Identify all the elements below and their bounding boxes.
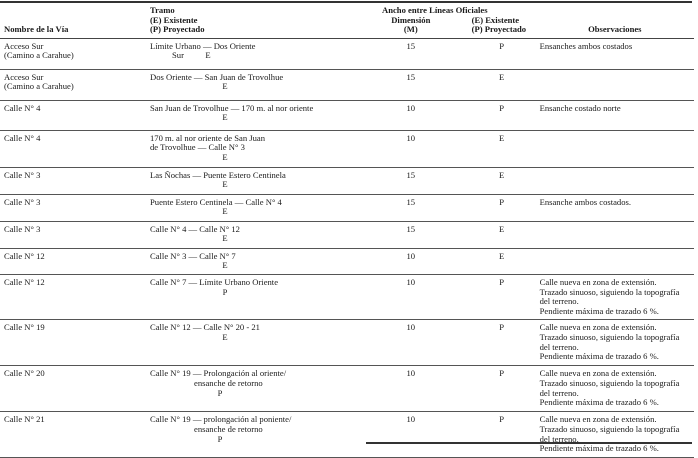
table-row [0,274,694,319]
tramo-line: San Juan de Trovolhue — 170 m. al nor oriente [150,102,314,113]
nombre-line: Acceso Sur [4,71,44,82]
header-estado-e: (E) Existente [471,14,520,25]
cell-estado: E [468,221,536,248]
table-row [0,320,694,366]
cell-tramo [146,412,354,458]
observacion-line: Ensanche costado norte [539,102,621,113]
tramo-line: Las Ñochas — Puente Estero Centinela [150,169,286,180]
nombre-line: Calle N° 20 [4,368,45,379]
cell-estado: E [468,248,536,274]
cell-nombre [0,320,146,366]
tramo-code: P [217,433,223,444]
observacion-line: Pendiente máxima de trazado 6 %. [539,305,659,316]
tramo-code: E [222,260,228,271]
cell-observaciones [536,221,694,248]
tramo-line: Calle N° 7 — Límite Urbano Oriente [150,276,279,287]
observacion-line: Calle nueva en zona de extensión. [539,414,657,425]
nombre-line: (Camino a Carahue) [4,81,74,92]
cell-nombre [0,194,146,221]
header-dim-unit: (M) [403,24,418,35]
cell-estado: P [468,274,536,319]
tramo-line: ensanche de retorno [194,423,263,434]
cell-observaciones [536,274,694,319]
cell-tramo [146,100,354,130]
observacion-line: Trazado sinuoso, siguiendo la topografía del terreno. [539,331,680,352]
tramo-code: E [222,206,228,217]
nombre-line: Calle N° 3 [4,223,41,234]
table-row [0,412,694,458]
observacion-line: Ensanches ambos costados [539,40,633,51]
nombre-line: Calle N° 3 [4,169,41,180]
tramo-code: Sur E [172,50,211,61]
cell-estado: P [468,38,536,69]
cell-estado: P [468,366,536,412]
cell-dimension: 15 [354,221,468,248]
tramo-code: P [222,286,228,297]
cell-observaciones [536,69,694,100]
header-nombre: Nombre de la Vía [0,4,146,38]
nombre-line: Calle N° 12 [4,276,45,287]
tramo-code: E [222,179,228,190]
cell-observaciones [536,194,694,221]
table-row [0,38,694,69]
nombre-line: Calle N° 12 [4,250,45,261]
cell-dimension: 10 [354,366,468,412]
vias-table [0,4,694,458]
cell-dimension: 10 [354,130,468,167]
observacion-line: Pendiente máxima de trazado 6 %. [539,397,659,408]
table-row [0,366,694,412]
table-row [0,69,694,100]
cell-nombre [0,167,146,194]
header-tramo-title: Tramo [150,5,175,15]
cell-estado: P [468,100,536,130]
observacion-line: Trazado sinuoso, siguiendo la topografía del terreno. [539,286,680,307]
tramo-code: E [222,81,228,92]
cell-nombre [0,366,146,412]
tramo-line: Calle N° 19 — prolongación al poniente/ [150,414,292,425]
cell-nombre [0,69,146,100]
nombre-line: Calle N° 4 [4,132,41,143]
table-row [0,194,694,221]
tramo-line: Calle N° 12 — Calle N° 20 - 21 [150,322,260,333]
bottom-rule [366,442,692,444]
cell-nombre [0,130,146,167]
observacion-line: Calle nueva en zona de extensión. [539,368,657,379]
observacion-line: Pendiente máxima de trazado 6 %. [539,351,659,362]
tramo-code: E [222,331,228,342]
header-tramo-p: (P) Proyectado [150,24,205,35]
header-observaciones: Observaciones [536,4,694,38]
cell-estado: E [468,69,536,100]
tramo-line: Dos Oriente — San Juan de Trovolhue [150,71,284,82]
cell-observaciones [536,38,694,69]
header-tramo-e: (E) Existente [150,14,198,25]
cell-dimension: 10 [354,320,468,366]
cell-nombre [0,221,146,248]
cell-nombre [0,412,146,458]
cell-estado: P [468,320,536,366]
cell-tramo [146,366,354,412]
cell-nombre [0,274,146,319]
tramo-code: P [217,387,223,398]
tramo-line: Límite Urbano — Dos Oriente [150,40,256,51]
tramo-line: ensanche de retorno [194,377,263,388]
header-ancho-group: Ancho entre Líneas Oficiales [382,5,488,15]
cell-observaciones [536,412,694,458]
cell-tramo [146,274,354,319]
table-row [0,100,694,130]
observacion-line: Calle nueva en zona de extensión. [539,276,657,287]
tramo-line: 170 m. al nor oriente de San Juan [150,132,266,143]
cell-tramo [146,320,354,366]
top-rule [0,1,692,3]
header-dim-label: Dimensión [391,14,431,25]
cell-nombre [0,38,146,69]
cell-dimension: 15 [354,69,468,100]
header-tramo [146,4,354,38]
cell-dimension: 10 [354,274,468,319]
tramo-line: Puente Estero Centinela — Calle N° 4 [150,196,282,207]
cell-estado: E [468,130,536,167]
observacion-line: Trazado sinuoso, siguiendo la topografía del terreno. [539,423,680,444]
cell-estado: P [468,412,536,458]
cell-tramo [146,221,354,248]
nombre-line: Calle N° 19 [4,322,45,333]
cell-nombre [0,100,146,130]
cell-dimension: 15 [354,38,468,69]
cell-tramo [146,194,354,221]
cell-observaciones [536,130,694,167]
table-row [0,248,694,274]
nombre-line: Calle N° 3 [4,196,41,207]
table-row [0,221,694,248]
cell-estado: E [468,167,536,194]
cell-observaciones [536,320,694,366]
tramo-code: E [222,112,228,123]
cell-tramo [146,248,354,274]
tramo-line: Calle N° 3 — Calle N° 7 [150,250,236,261]
tramo-code: E [222,151,228,162]
tramo-line: de Trovolhue — Calle N° 3 [150,142,245,153]
header-row [0,4,694,38]
cell-dimension: 15 [354,194,468,221]
table-row [0,130,694,167]
cell-tramo [146,69,354,100]
tramo-line: Calle N° 4 — Calle N° 12 [150,223,240,234]
header-estado-p: (P) Proyectado [471,24,527,35]
observacion-line: Calle nueva en zona de extensión. [539,322,657,333]
nombre-line: (Camino a Carahue) [4,50,74,61]
nombre-line: Calle N° 21 [4,414,45,425]
cell-tramo [146,38,354,69]
cell-estado: P [468,194,536,221]
cell-dimension: 10 [354,248,468,274]
cell-observaciones [536,248,694,274]
cell-tramo [146,167,354,194]
cell-dimension: 15 [354,167,468,194]
observacion-line: Ensanche ambos costados. [539,196,631,207]
observacion-line: Pendiente máxima de trazado 6 %. [539,443,659,454]
cell-nombre [0,248,146,274]
cell-dimension: 10 [354,412,468,458]
tramo-code: E [222,233,228,244]
header-dimension [354,4,488,38]
cell-tramo [146,130,354,167]
table-row [0,167,694,194]
cell-observaciones [536,366,694,412]
cell-dimension: 10 [354,100,468,130]
observacion-line: Trazado sinuoso, siguiendo la topografía del terreno. [539,377,680,398]
nombre-line: Calle N° 4 [4,102,41,113]
tramo-line: Calle N° 19 — Prolongación al oriente/ [150,368,287,379]
nombre-line: Acceso Sur [4,40,44,51]
cell-observaciones [536,100,694,130]
cell-observaciones [536,167,694,194]
